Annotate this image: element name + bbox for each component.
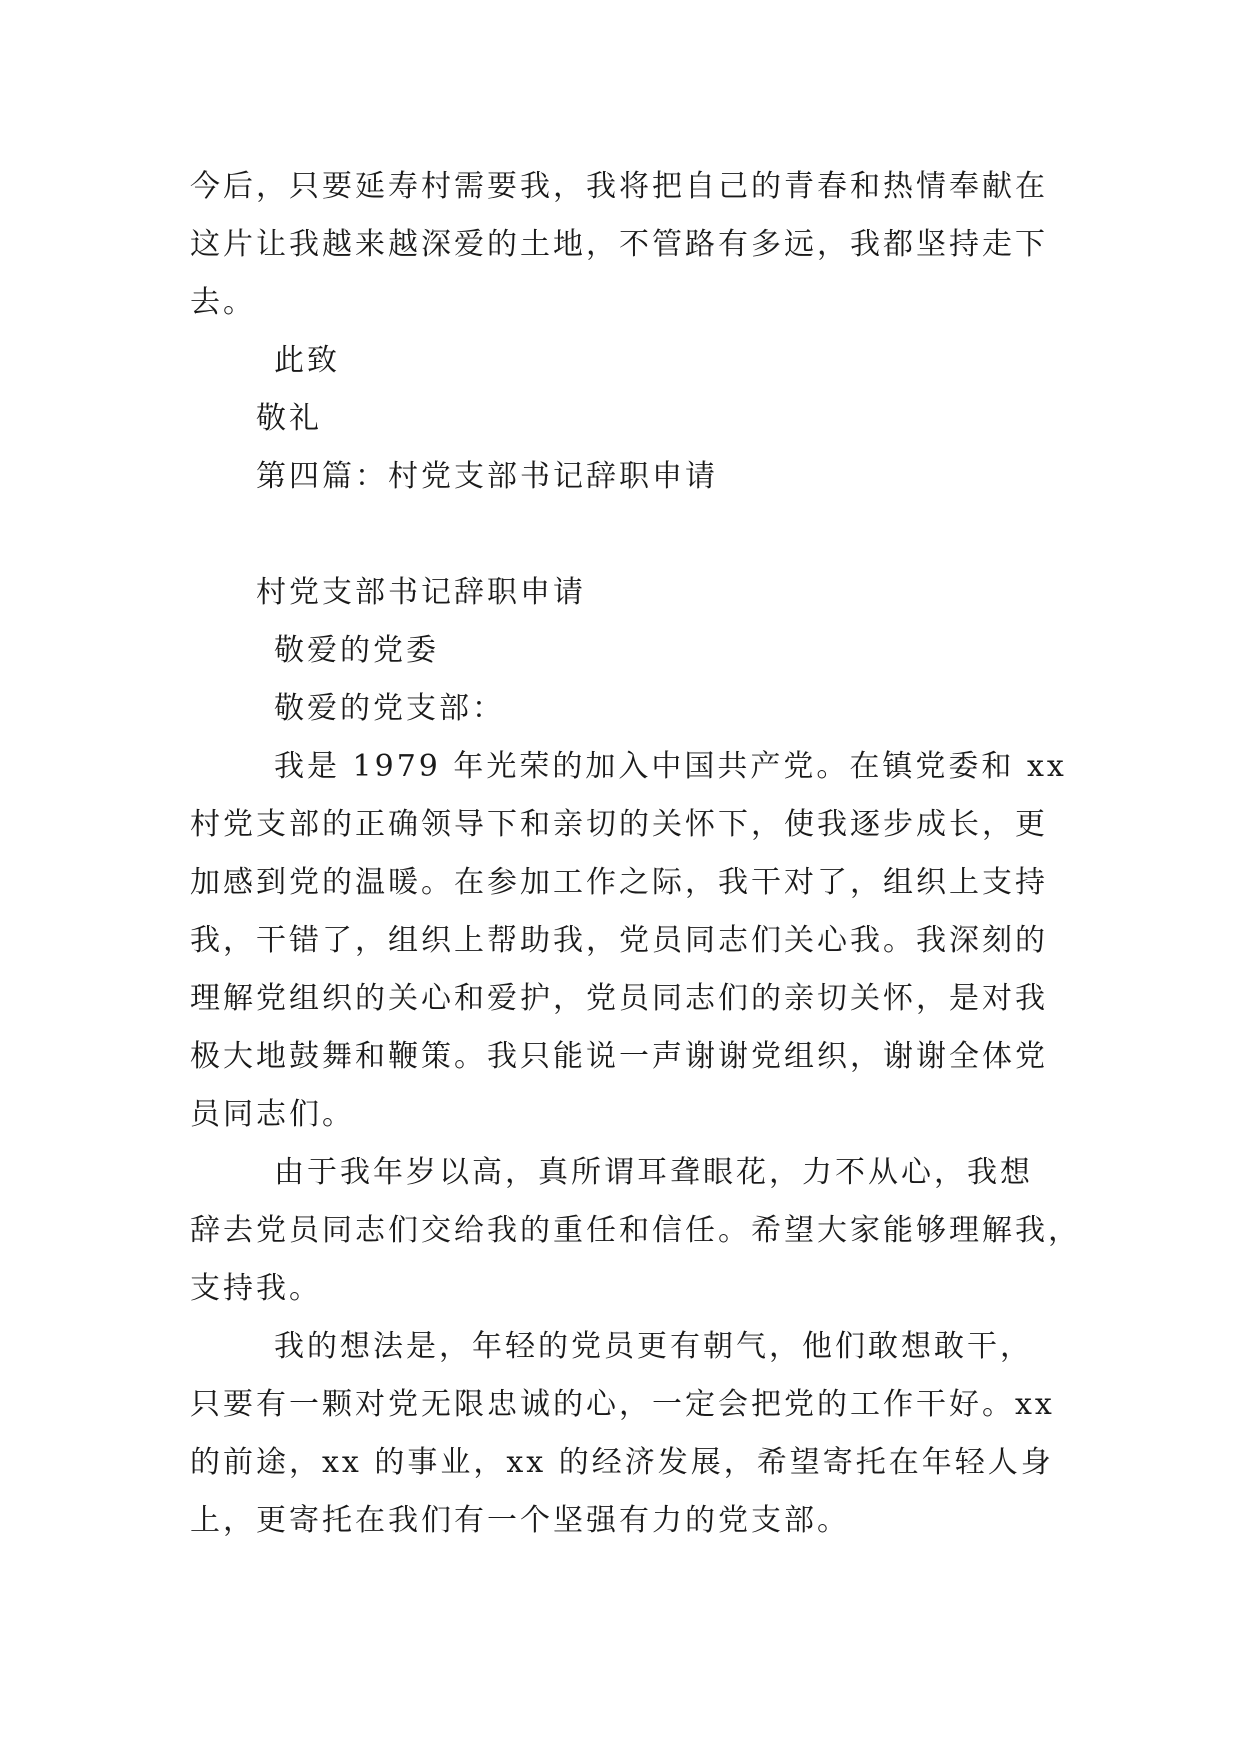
para1-line-5: 理解党组织的关心和爱护，党员同志们的亲切关怀，是对我 — [190, 981, 1048, 1016]
letter-title: 村党支部书记辞职申请 — [256, 575, 586, 610]
addressee-committee: 敬爱的党委 — [274, 633, 439, 668]
para1-line-3: 加感到党的温暖。在参加工作之际，我干对了，组织上支持 — [190, 865, 1048, 900]
para2-line-2: 辞去党员同志们交给我的重任和信任。希望大家能够理解我， — [190, 1213, 1081, 1248]
para3-line-4: 上，更寄托在我们有一个坚强有力的党支部。 — [190, 1503, 850, 1538]
intro-line-3: 去。 — [190, 285, 256, 320]
salutation-cizhi: 此致 — [274, 343, 340, 378]
salutation-jingli: 敬礼 — [256, 401, 322, 436]
para1-line-4: 我，干错了，组织上帮助我，党员同志们关心我。我深刻的 — [190, 923, 1048, 958]
intro-line-1: 今后，只要延寿村需要我，我将把自己的青春和热情奉献在 — [190, 169, 1048, 204]
para3-line-1: 我的想法是，年轻的党员更有朝气，他们敢想敢干， — [274, 1329, 1033, 1364]
intro-line-2: 这片让我越来越深爱的土地，不管路有多远，我都坚持走下 — [190, 227, 1048, 262]
para2-line-1: 由于我年岁以高，真所谓耳聋眼花，力不从心，我想 — [274, 1155, 1033, 1190]
section-heading: 第四篇：村党支部书记辞职申请 — [256, 459, 718, 494]
para1-line-6: 极大地鼓舞和鞭策。我只能说一声谢谢党组织，谢谢全体党 — [190, 1039, 1048, 1074]
para3-line-2: 只要有一颗对党无限忠诚的心，一定会把党的工作干好。xx — [190, 1387, 1055, 1422]
para2-line-3: 支持我。 — [190, 1271, 322, 1306]
para1-line-2: 村党支部的正确领导下和亲切的关怀下，使我逐步成长，更 — [190, 807, 1048, 842]
addressee-branch: 敬爱的党支部： — [274, 691, 505, 726]
para1-line-1: 我是 1979 年光荣的加入中国共产党。在镇党委和 xx — [274, 749, 1067, 784]
para1-line-7: 员同志们。 — [190, 1097, 355, 1132]
para3-line-3: 的前途，xx 的事业，xx 的经济发展，希望寄托在年轻人身 — [190, 1445, 1054, 1480]
